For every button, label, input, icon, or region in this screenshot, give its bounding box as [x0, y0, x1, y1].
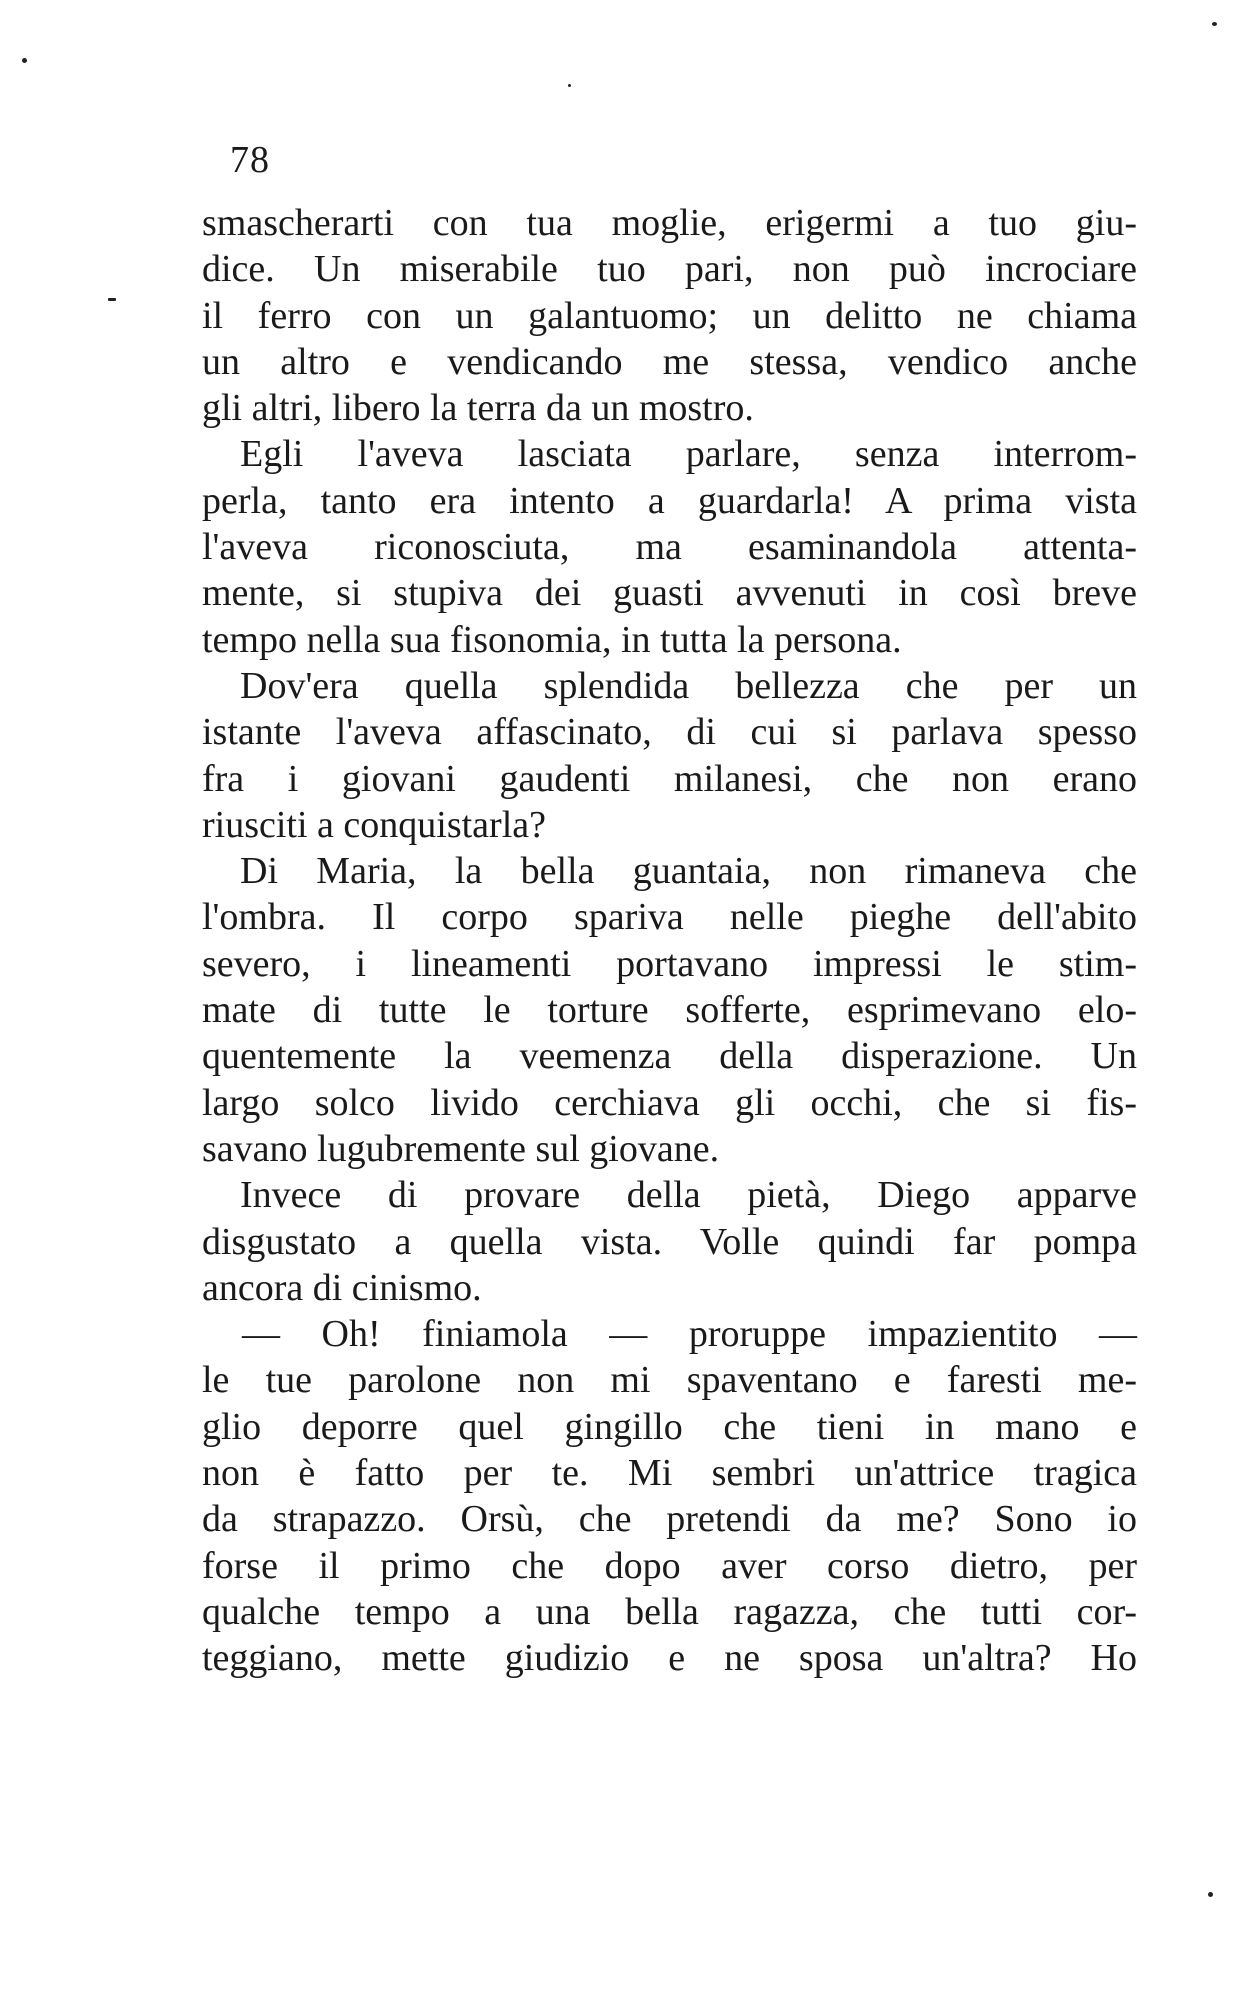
text-line: il ferro con un galantuomo; un delitto ne chiama [202, 294, 1137, 337]
paragraph-start-line: Invece di provare della pietà, Diego apparve [240, 1174, 1137, 1217]
text-line: un altro e vendicando me stessa, vendico anche [202, 340, 1137, 383]
text-line: disgustato a quella vista. Volle quindi far pompa [202, 1220, 1137, 1263]
scan-speck [108, 298, 116, 301]
text-line: teggiano, mette giudizio e ne sposa un'altra? Ho [202, 1637, 1137, 1680]
text-line: mate di tutte le torture sofferte, esprimevano elo- [202, 989, 1137, 1032]
paragraph-start-line: Egli l'aveva lasciata parlare, senza interrom- [240, 433, 1137, 476]
scan-speck [1208, 1892, 1213, 1897]
body-text [202, 200, 1137, 1682]
paragraph-start-line: Dov'era quella splendida bellezza che per un [240, 664, 1137, 707]
text-line: perla, tanto era intento a guardarla! A prima vista [202, 479, 1137, 522]
text-line: largo solco livido cerchiava gli occhi, che si fis- [202, 1081, 1137, 1124]
scan-speck [568, 84, 571, 87]
scan-speck [1212, 22, 1217, 26]
text-line: severo, i lineamenti portavano impressi le stim- [202, 942, 1137, 985]
paragraph-start-line: Di Maria, la bella guantaia, non rimaneva che [240, 850, 1137, 893]
text-line: da strapazzo. Orsù, che pretendi da me? Sono io [202, 1498, 1137, 1541]
text-line: l'ombra. Il corpo spariva nelle pieghe dell'abito [202, 896, 1137, 939]
text-line: l'aveva riconosciuta, ma esaminandola attenta- [202, 526, 1137, 569]
text-line: smascherarti con tua moglie, erigermi a tuo giu- [202, 202, 1137, 244]
text-line: fra i giovani gaudenti milanesi, che non erano [202, 757, 1137, 800]
text-line: qualche tempo a una bella ragazza, che tutti cor- [202, 1590, 1137, 1633]
text-line: dice. Un miserabile tuo pari, non può incrociare [202, 248, 1137, 291]
text-line: gli altri, libero la terra da un mostro. [202, 387, 754, 430]
text-line: mente, si stupiva dei guasti avvenuti in così breve [202, 572, 1137, 615]
text-line: le tue parolone non mi spaventano e faresti me- [202, 1359, 1137, 1402]
text-line: istante l'aveva affascinato, di cui si parlava spesso [202, 711, 1137, 754]
paragraph-start-line: — Oh! finiamola — proruppe impazientito — [242, 1313, 1137, 1356]
scan-speck [22, 58, 27, 63]
text-line: savano lugubremente sul giovane. [202, 1127, 720, 1170]
text-line: quentemente la veemenza della disperazione. Un [202, 1035, 1137, 1078]
text-line: tempo nella sua fisonomia, in tutta la persona. [202, 618, 902, 661]
text-line: glio deporre quel gingillo che tieni in mano e [202, 1405, 1137, 1448]
text-line: ancora di cinismo. [202, 1266, 482, 1309]
text-line: non è fatto per te. Mi sembri un'attrice tragica [202, 1452, 1137, 1495]
page-number: 78 [230, 139, 270, 181]
text-line: forse il primo che dopo aver corso dietro, per [202, 1544, 1137, 1587]
text-line: riusciti a conquistarla? [202, 803, 546, 846]
